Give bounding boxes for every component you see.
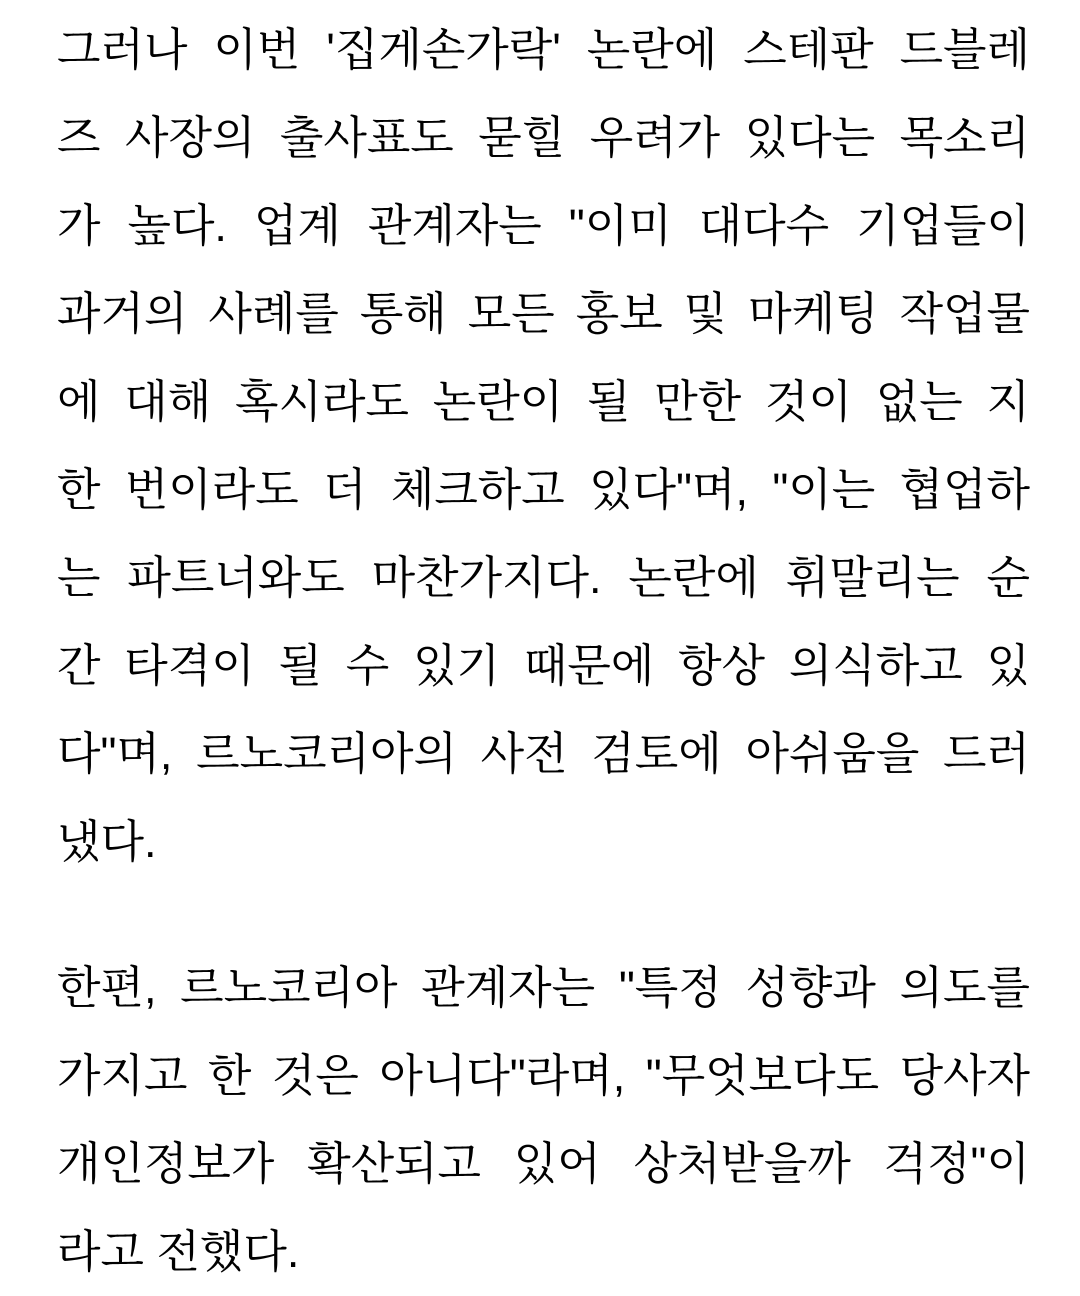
text-line: 다"며, 르노코리아의 사전 검토에 아쉬움을 드러 (57, 728, 1030, 779)
text-line: 가지고 한 것은 아니다"라며, "무엇보다도 당사자 (57, 1050, 1030, 1101)
text-line: 는 파트너와도 마찬가지다. 논란에 휘말리는 순 (57, 552, 1030, 603)
paragraph (57, 944, 1030, 1296)
text-line: 한 번이라도 더 체크하고 있다"며, "이는 협업하 (57, 464, 1030, 515)
text-line: 개인정보가 확산되고 있어 상처받을까 걱정"이 (57, 1138, 1030, 1189)
paragraph (57, 6, 1030, 886)
text-line: 즈 사장의 출사표도 묻힐 우려가 있다는 목소리 (57, 112, 1030, 163)
text-line: 라고 전했다. (57, 1226, 300, 1277)
text-line: 에 대해 혹시라도 논란이 될 만한 것이 없는 지 (57, 376, 1030, 427)
text-line: 냈다. (57, 816, 157, 867)
text-line: 과거의 사례를 통해 모든 홍보 및 마케팅 작업물 (57, 288, 1030, 339)
text-line: 그러나 이번 '집게손가락' 논란에 스테판 드블레 (57, 24, 1030, 75)
text-line: 가 높다. 업계 관계자는 "이미 대다수 기업들이 (57, 200, 1030, 251)
text-line: 간 타격이 될 수 있기 때문에 항상 의식하고 있 (57, 640, 1030, 691)
text-line: 한편, 르노코리아 관계자는 "특정 성향과 의도를 (57, 962, 1030, 1013)
